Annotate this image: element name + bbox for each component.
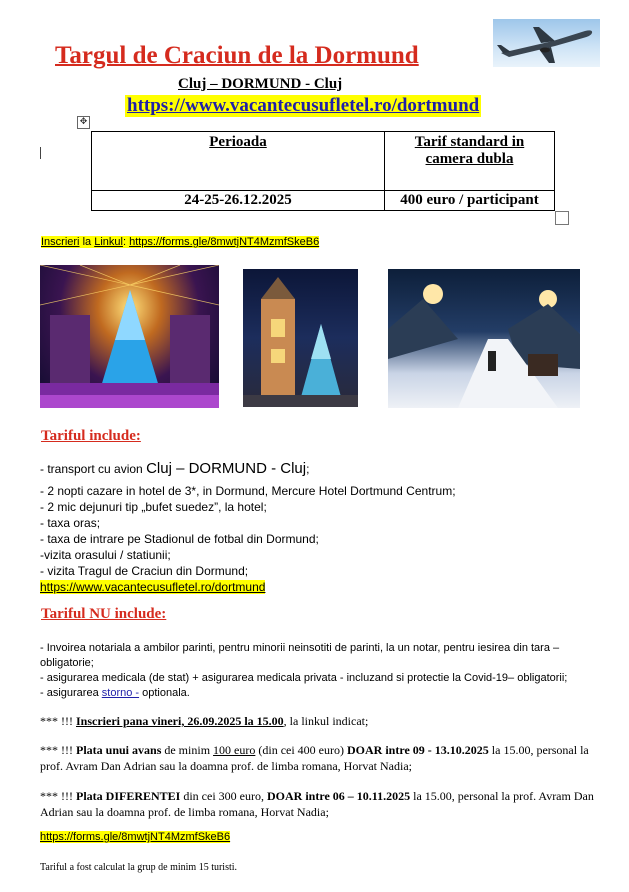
list-item: - taxa oras; [40, 516, 101, 530]
list-item: - taxa de intrare pe Stadionul de fotbal din Dormund; [40, 532, 319, 546]
note3-bold1: Plata DIFERENTEI [76, 789, 181, 803]
item3-prefix: - asigurarea [40, 687, 102, 699]
registration-link-label: Linkul [94, 236, 123, 248]
note1-prefix: *** !!! [40, 714, 76, 728]
note3-bold2: DOAR intre 06 – 10.11.2025 [267, 789, 411, 803]
note3-prefix: *** !!! [40, 789, 76, 803]
registration-colon: : [122, 236, 130, 248]
period-value: 24-25-26.12.2025 [92, 191, 385, 211]
item1-prefix: - transport cu avion [40, 462, 147, 476]
note2-bold2: DOAR intre 09 - 13.10.2025 [347, 743, 489, 757]
list-item [40, 461, 456, 477]
tariff-header-line2: camera dubla [425, 151, 514, 167]
note3-suffix: la 15.00, personal la prof. Avram Dan Adrian sau la doamna prof. de limba romana, Horvat Nadia; [40, 789, 594, 819]
table-header-row [92, 132, 555, 191]
note-advance-payment [40, 742, 610, 774]
footer-note: Tariful a fost calculat la grup de minim 15 turisti. [40, 862, 238, 873]
list-item: - vizita Tragul de Craciun din Dormund; [40, 564, 249, 578]
note2-bold1: Plata unui avans [76, 743, 162, 757]
tariff-header [385, 132, 555, 191]
tariff-value: 400 euro / participant [385, 191, 555, 211]
includes-list [40, 461, 456, 595]
tariff-header-line1: Tarif standard in [414, 134, 525, 150]
registration-line [41, 236, 319, 248]
table-resize-handle[interactable] [555, 211, 569, 225]
note2-prefix: *** !!! [40, 743, 76, 757]
period-header [92, 132, 385, 191]
excludes-heading: Tariful NU include: [41, 606, 167, 622]
note3-mid1: din cei 300 euro, [180, 789, 267, 803]
note2-mid2: (din cei 400 euro) [255, 743, 347, 757]
form-link-line [40, 831, 230, 843]
registration-connector: la [79, 236, 95, 248]
list-item: - asigurarea medicala (de stat) + asigurarea medicala privata - incluzand si protectie la Covid-19– obligatorii; [40, 672, 568, 684]
excludes-list [40, 641, 610, 701]
note1-suffix: , la linkul indicat; [283, 714, 369, 728]
note1-bold: Inscrieri pana vineri, 26.09.2025 la 15.00 [76, 714, 284, 728]
airplane-photo [493, 19, 600, 67]
note2-suffix: la 15.00, personal la prof. Avram Dan Adrian sau la doamna prof. de limba romana, Horvat Nadia; [40, 743, 589, 773]
list-item: - Invoirea notariala a ambilor parinti, pentru minorii neinsotiti de parinti, la un notar, pentru iesirea din tara – obligatorie; [40, 642, 560, 669]
list-item [40, 686, 610, 701]
note-registration-deadline [40, 713, 610, 729]
item1-route: Cluj – DORMUND - Cluj [146, 460, 307, 477]
page-title: Targul de Craciun de la Dormund [55, 42, 419, 69]
registration-form-link[interactable]: https://forms.gle/8mwtjNT4MzmfSkeB6 [129, 236, 320, 248]
list-item: -vizita orasului / statiunii; [40, 548, 171, 562]
item1-suffix: ; [306, 462, 310, 476]
text-cursor [40, 147, 41, 159]
snowy-market-street-photo [388, 269, 580, 408]
note2-mid1: de minim [161, 743, 214, 757]
includes-heading: Tariful include: [41, 428, 141, 444]
table-move-handle-icon[interactable]: ✥ [77, 116, 90, 129]
registration-label: Inscrieri [41, 236, 80, 248]
table-value-row [92, 191, 555, 211]
note-difference-payment [40, 788, 610, 820]
price-table [91, 131, 555, 211]
list-item: - 2 mic dejunuri tip „bufet suedez”, la hotel; [40, 500, 267, 514]
main-website-link[interactable]: https://www.vacantecusufletel.ro/dortmund [127, 95, 480, 116]
christmas-tree-cathedral-photo [40, 265, 219, 408]
period-header-label: Perioada [209, 134, 267, 150]
includes-website-link[interactable]: https://www.vacantecusufletel.ro/dortmund [40, 580, 266, 594]
note2-amount: 100 euro [213, 743, 256, 757]
item3-suffix: optionala. [139, 687, 190, 699]
storno-link[interactable]: storno - [101, 687, 140, 699]
list-item: - 2 nopti cazare in hotel de 3*, in Dormund, Mercure Hotel Dortmund Centrum; [40, 484, 456, 498]
form-link-bottom[interactable]: https://forms.gle/8mwtjNT4MzmfSkeB6 [40, 831, 231, 843]
airplane-icon [493, 19, 600, 67]
route-subtitle: Cluj – DORMUND - Cluj [178, 76, 343, 92]
town-hall-tower-photo [243, 269, 358, 407]
